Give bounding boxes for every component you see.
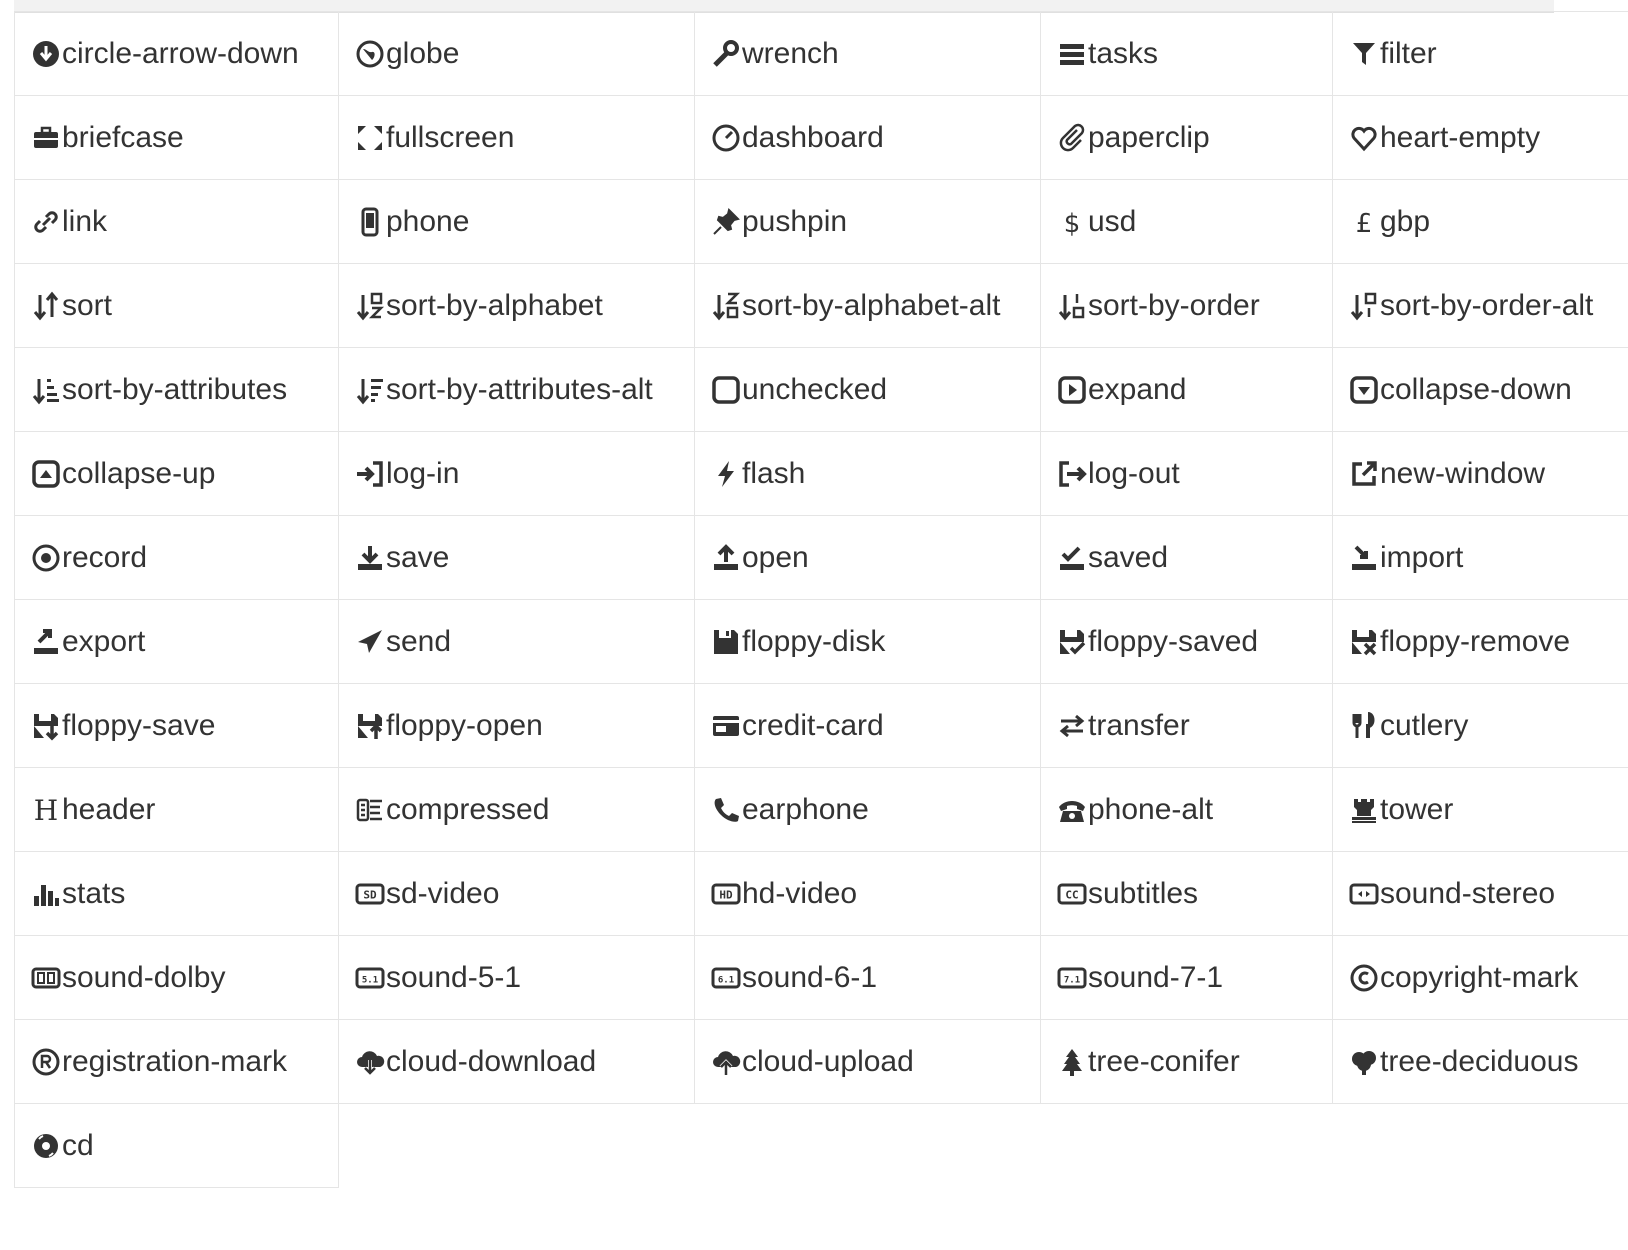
export-icon — [30, 625, 62, 659]
glyph-cell-collapse-up — [15, 432, 339, 516]
floppy-open-icon — [354, 709, 386, 743]
glyph-label: hd-video — [742, 876, 858, 910]
glyph-cell-cloud-download — [339, 1020, 695, 1104]
glyph-cell-expand — [1041, 348, 1333, 432]
glyph-cell-record — [15, 516, 339, 600]
glyph-cell-floppy-saved — [1041, 600, 1333, 684]
glyph-label: expand — [1088, 372, 1187, 406]
glyph-label: sd-video — [386, 876, 500, 910]
svg-text:SD: SD — [363, 888, 377, 901]
svg-text:HD: HD — [719, 888, 733, 901]
import-icon — [1348, 541, 1380, 575]
glyph-row — [15, 12, 1628, 96]
svg-text:$: $ — [1063, 208, 1081, 237]
glyph-grid — [14, 11, 1628, 1188]
svg-text:£: £ — [1355, 208, 1373, 237]
glyph-label: header — [62, 792, 156, 826]
sound-5-1-icon — [354, 961, 386, 995]
glyph-label: pushpin — [742, 204, 848, 238]
glyph-label: sound-7-1 — [1088, 960, 1224, 994]
briefcase-icon — [30, 121, 62, 155]
cutlery-icon — [1348, 709, 1380, 743]
glyph-cell-log-in — [339, 432, 695, 516]
glyph-label: globe — [386, 36, 460, 70]
glyph-label: registration-mark — [62, 1044, 288, 1078]
glyph-label: sort — [62, 288, 113, 322]
glyph-row — [15, 96, 1628, 180]
svg-text:5.1: 5.1 — [361, 975, 379, 985]
phone-alt-icon — [1056, 793, 1088, 827]
copyright-mark-icon — [1348, 961, 1380, 995]
phone-icon — [354, 205, 386, 239]
collapse-up-icon — [30, 457, 62, 491]
cloud-upload-icon — [710, 1045, 742, 1079]
glyph-label: send — [386, 624, 452, 658]
glyph-cell-sound-dolby — [15, 936, 339, 1020]
glyph-cell-sound-6-1 — [695, 936, 1041, 1020]
glyph-label: open — [742, 540, 809, 574]
glyph-label: sound-5-1 — [386, 960, 522, 994]
sort-by-alphabet-alt-icon — [710, 289, 742, 323]
sound-dolby-icon — [30, 961, 62, 995]
log-out-icon — [1056, 457, 1088, 491]
saved-icon — [1056, 541, 1088, 575]
glyph-cell-transfer — [1041, 684, 1333, 768]
sound-stereo-icon — [1348, 877, 1380, 911]
glyph-label: heart-empty — [1380, 120, 1541, 154]
glyph-label: paperclip — [1088, 120, 1210, 154]
floppy-save-icon — [30, 709, 62, 743]
registration-mark-icon — [30, 1045, 62, 1079]
glyph-cell-sort-by-alphabet — [339, 264, 695, 348]
paperclip-icon — [1056, 121, 1088, 155]
glyph-cell-sort-by-alphabet-alt — [695, 264, 1041, 348]
glyph-cell-floppy-save — [15, 684, 339, 768]
link-icon — [30, 205, 62, 239]
gbp-icon — [1348, 205, 1380, 239]
sort-by-order-alt-icon — [1348, 289, 1380, 323]
glyph-row — [15, 852, 1628, 936]
dashboard-icon — [710, 121, 742, 155]
glyph-label: cloud-upload — [742, 1044, 914, 1078]
glyph-cell-save — [339, 516, 695, 600]
glyph-cell-sound-stereo — [1333, 852, 1628, 936]
glyph-label: unchecked — [742, 372, 888, 406]
glyph-cell-cloud-upload — [695, 1020, 1041, 1104]
glyph-cell-earphone — [695, 768, 1041, 852]
glyph-cell-unchecked — [695, 348, 1041, 432]
glyph-cell-dashboard — [695, 96, 1041, 180]
glyph-label: dashboard — [742, 120, 884, 154]
compressed-icon — [354, 793, 386, 827]
glyph-cell-floppy-remove — [1333, 600, 1628, 684]
glyph-cell-sort-by-order-alt — [1333, 264, 1628, 348]
glyph-label: subtitles — [1088, 876, 1199, 910]
glyph-cell-briefcase — [15, 96, 339, 180]
sound-6-1-icon — [710, 961, 742, 995]
glyph-label: record — [62, 540, 148, 574]
glyph-label: new-window — [1380, 456, 1546, 490]
sd-video-icon — [354, 877, 386, 911]
glyph-row — [15, 936, 1628, 1020]
glyph-label: log-out — [1088, 456, 1180, 490]
glyph-label: saved — [1088, 540, 1169, 574]
glyph-cell-globe — [339, 12, 695, 96]
glyph-cell-floppy-open — [339, 684, 695, 768]
tower-icon — [1348, 793, 1380, 827]
glyph-cell-sort-by-order — [1041, 264, 1333, 348]
glyph-cell-floppy-disk — [695, 600, 1041, 684]
sort-by-attributes-icon — [30, 373, 62, 407]
earphone-icon — [710, 793, 742, 827]
globe-icon — [354, 37, 386, 71]
glyph-row — [15, 264, 1628, 348]
glyph-label: compressed — [386, 792, 550, 826]
glyph-label: import — [1380, 540, 1464, 574]
glyph-row — [15, 1104, 1628, 1188]
glyph-label: tasks — [1088, 36, 1159, 70]
glyph-row — [15, 516, 1628, 600]
glyph-cell-cutlery — [1333, 684, 1628, 768]
glyph-row — [15, 348, 1628, 432]
glyph-cell-sound-7-1 — [1041, 936, 1333, 1020]
send-icon — [354, 625, 386, 659]
pushpin-icon — [710, 205, 742, 239]
empty-cell — [1333, 1104, 1628, 1188]
heart-empty-icon — [1348, 121, 1380, 155]
save-icon — [354, 541, 386, 575]
header-icon — [30, 793, 62, 827]
glyph-label: cloud-download — [386, 1044, 597, 1078]
glyph-row — [15, 684, 1628, 768]
glyph-cell-pushpin — [695, 180, 1041, 264]
tree-deciduous-icon — [1348, 1045, 1380, 1079]
glyph-label: sort-by-order-alt — [1380, 288, 1594, 322]
glyph-cell-new-window — [1333, 432, 1628, 516]
collapse-down-icon — [1348, 373, 1380, 407]
glyph-label: fullscreen — [386, 120, 515, 154]
glyph-label: sort-by-attributes-alt — [386, 372, 653, 406]
glyph-cell-subtitles — [1041, 852, 1333, 936]
open-icon — [710, 541, 742, 575]
empty-cell — [339, 1104, 695, 1188]
glyph-label: sound-dolby — [62, 960, 226, 994]
sort-by-attributes-alt-icon — [354, 373, 386, 407]
glyph-label: sort-by-order — [1088, 288, 1260, 322]
glyph-row — [15, 432, 1628, 516]
sort-by-order-icon — [1056, 289, 1088, 323]
glyph-cell-log-out — [1041, 432, 1333, 516]
glyph-cell-sound-5-1 — [339, 936, 695, 1020]
glyph-cell-send — [339, 600, 695, 684]
svg-text:CC: CC — [1065, 888, 1079, 901]
svg-text:7.1: 7.1 — [1063, 975, 1081, 985]
glyph-label: save — [386, 540, 450, 574]
glyph-cell-import — [1333, 516, 1628, 600]
glyph-label: floppy-remove — [1380, 624, 1571, 658]
glyph-label: filter — [1380, 36, 1437, 70]
glyph-cell-phone-alt — [1041, 768, 1333, 852]
glyph-label: stats — [62, 876, 126, 910]
circle-arrow-down-icon — [30, 37, 62, 71]
cd-icon — [30, 1129, 62, 1163]
glyph-label: sort-by-attributes — [62, 372, 288, 406]
filter-icon — [1348, 37, 1380, 71]
glyph-label: floppy-save — [62, 708, 216, 742]
glyph-row — [15, 768, 1628, 852]
glyph-label: copyright-mark — [1380, 960, 1579, 994]
glyph-cell-fullscreen — [339, 96, 695, 180]
glyph-label: wrench — [742, 36, 839, 70]
svg-text:H: H — [33, 794, 59, 825]
glyph-label: floppy-disk — [742, 624, 886, 658]
glyph-label: transfer — [1088, 708, 1190, 742]
glyph-label: cutlery — [1380, 708, 1469, 742]
glyph-label: circle-arrow-down — [62, 36, 299, 70]
floppy-disk-icon — [710, 625, 742, 659]
glyph-cell-copyright-mark — [1333, 936, 1628, 1020]
glyph-cell-saved — [1041, 516, 1333, 600]
glyph-label: collapse-up — [62, 456, 216, 490]
empty-cell — [695, 1104, 1041, 1188]
glyph-label: sound-stereo — [1380, 876, 1556, 910]
glyph-cell-sd-video — [339, 852, 695, 936]
glyph-label: tree-conifer — [1088, 1044, 1240, 1078]
glyph-row — [15, 600, 1628, 684]
tasks-icon — [1056, 37, 1088, 71]
glyph-cell-hd-video — [695, 852, 1041, 936]
credit-card-icon — [710, 709, 742, 743]
glyph-label: credit-card — [742, 708, 884, 742]
glyph-label: log-in — [386, 456, 460, 490]
expand-icon — [1056, 373, 1088, 407]
glyph-cell-sort — [15, 264, 339, 348]
glyph-label: gbp — [1380, 204, 1431, 238]
subtitles-icon — [1056, 877, 1088, 911]
record-icon — [30, 541, 62, 575]
glyph-cell-heart-empty — [1333, 96, 1628, 180]
floppy-remove-icon — [1348, 625, 1380, 659]
glyph-cell-phone — [339, 180, 695, 264]
sort-by-alphabet-icon — [354, 289, 386, 323]
glyph-label: sort-by-alphabet-alt — [742, 288, 1001, 322]
floppy-saved-icon — [1056, 625, 1088, 659]
glyph-label: link — [62, 204, 108, 238]
unchecked-icon — [710, 373, 742, 407]
glyph-cell-export — [15, 600, 339, 684]
glyph-cell-paperclip — [1041, 96, 1333, 180]
glyph-label: earphone — [742, 792, 869, 826]
glyph-label: sound-6-1 — [742, 960, 878, 994]
glyph-label: phone — [386, 204, 470, 238]
glyph-label: sort-by-alphabet — [386, 288, 603, 322]
sound-7-1-icon — [1056, 961, 1088, 995]
flash-icon — [710, 457, 742, 491]
glyph-cell-sort-by-attributes — [15, 348, 339, 432]
glyph-label: tree-deciduous — [1380, 1044, 1579, 1078]
glyph-cell-wrench — [695, 12, 1041, 96]
glyph-row — [15, 1020, 1628, 1104]
empty-cell — [1041, 1104, 1333, 1188]
glyph-cell-tower — [1333, 768, 1628, 852]
glyph-cell-cd — [15, 1104, 339, 1188]
glyph-label: phone-alt — [1088, 792, 1214, 826]
glyph-cell-tasks — [1041, 12, 1333, 96]
tree-conifer-icon — [1056, 1045, 1088, 1079]
glyph-label: cd — [62, 1128, 94, 1162]
glyph-cell-link — [15, 180, 339, 264]
fullscreen-icon — [354, 121, 386, 155]
glyph-cell-usd — [1041, 180, 1333, 264]
glyph-cell-filter — [1333, 12, 1628, 96]
wrench-icon — [710, 37, 742, 71]
glyph-cell-compressed — [339, 768, 695, 852]
glyph-cell-collapse-down — [1333, 348, 1628, 432]
glyph-cell-registration-mark — [15, 1020, 339, 1104]
sort-icon — [30, 289, 62, 323]
glyph-label: floppy-saved — [1088, 624, 1259, 658]
glyph-cell-header — [15, 768, 339, 852]
log-in-icon — [354, 457, 386, 491]
glyph-label: tower — [1380, 792, 1454, 826]
glyph-cell-stats — [15, 852, 339, 936]
glyph-cell-circle-arrow-down — [15, 12, 339, 96]
glyph-cell-credit-card — [695, 684, 1041, 768]
glyph-label: usd — [1088, 204, 1137, 238]
new-window-icon — [1348, 457, 1380, 491]
glyph-label: floppy-open — [386, 708, 543, 742]
stats-icon — [30, 877, 62, 911]
hd-video-icon — [710, 877, 742, 911]
glyph-cell-gbp — [1333, 180, 1628, 264]
glyph-cell-sort-by-attributes-alt — [339, 348, 695, 432]
glyph-label: export — [62, 624, 146, 658]
svg-text:6.1: 6.1 — [717, 975, 735, 985]
glyph-cell-flash — [695, 432, 1041, 516]
glyph-cell-open — [695, 516, 1041, 600]
usd-icon — [1056, 205, 1088, 239]
glyph-row — [15, 180, 1628, 264]
transfer-icon — [1056, 709, 1088, 743]
glyph-label: briefcase — [62, 120, 184, 154]
glyph-cell-tree-deciduous — [1333, 1020, 1628, 1104]
cloud-download-icon — [354, 1045, 386, 1079]
glyph-label: collapse-down — [1380, 372, 1572, 406]
glyph-label: flash — [742, 456, 806, 490]
glyph-cell-tree-conifer — [1041, 1020, 1333, 1104]
